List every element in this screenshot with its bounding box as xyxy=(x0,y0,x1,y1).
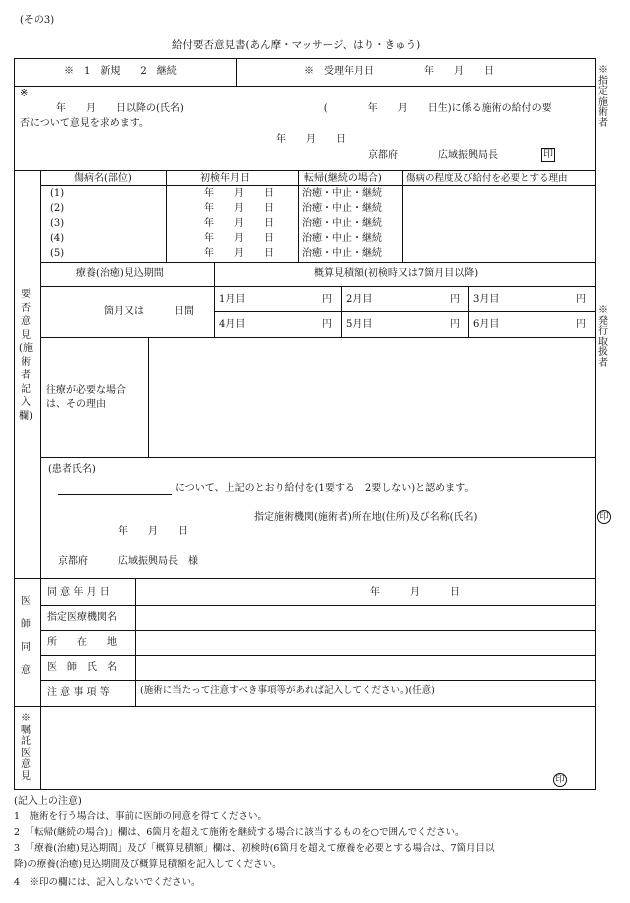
practitioner-seal: 印 xyxy=(597,510,611,524)
month-4-unit: 円 xyxy=(322,319,332,330)
facility-label: 指定施術機関(施術者)所在地(住所)及び名称(氏名) xyxy=(254,512,478,523)
month-1-unit: 円 xyxy=(322,294,332,305)
doctor-section-label: 医師同意 xyxy=(21,596,31,676)
period-header: 療養(治癒)見込期間 xyxy=(76,268,164,279)
approval-statement: について、上記のとおり給付を(1要する 2要しない)と認めます。 xyxy=(175,483,475,494)
notes-value: (施術に当たって注意すべき事項等があれば記入してください。)(任意) xyxy=(140,685,435,696)
request-line-1: 年 月 日以降の(氏名) ( 年 月 日生)に係る施術の給付の要 xyxy=(56,103,552,114)
request-mark: ※ xyxy=(20,88,29,99)
page-title: 給付要否意見書(あん摩・マッサージ、はり・きゅう) xyxy=(172,39,421,51)
row-first-visit-date: 年 月 日 xyxy=(204,218,274,229)
month-5-unit: 円 xyxy=(450,319,460,330)
addressee: 京都府 広域振興局長 様 xyxy=(58,556,198,567)
reason-header: 傷病の程度及び給付を必要とする理由 xyxy=(406,173,568,184)
row-first-visit-date: 年 月 日 xyxy=(204,203,274,214)
first-visit-header: 初検年月日 xyxy=(200,173,250,184)
patient-name-line[interactable] xyxy=(58,494,172,495)
consent-date-label: 同 意 年 月 日 xyxy=(47,587,110,598)
row-number: (4) xyxy=(50,233,65,244)
month-2-unit: 円 xyxy=(450,294,460,305)
commission-seal: 印 xyxy=(553,773,567,787)
patient-name-label: (患者氏名) xyxy=(48,464,96,475)
request-seal: 印 xyxy=(543,149,553,160)
approval-date: 年 月 日 xyxy=(118,526,188,537)
note-item: 4 ※印の欄には、記入しないでください。 xyxy=(14,877,201,888)
home-visit-label: 往療が必要な場合は、その理由 xyxy=(46,385,126,410)
institution-label: 指定医療機関名 xyxy=(47,612,117,623)
row-first-visit-date: 年 月 日 xyxy=(204,233,274,244)
address-label: 所 在 地 xyxy=(47,637,117,648)
row-outcome-options[interactable]: 治癒・中止・継続 xyxy=(302,233,382,244)
month-3-unit: 円 xyxy=(576,294,586,305)
row-outcome-options[interactable]: 治癒・中止・継続 xyxy=(302,248,382,259)
row-number: (2) xyxy=(50,203,65,214)
amount-header: 概算見積額(初検時又は7箇月目以降) xyxy=(314,268,479,279)
request-date: 年 月 日 xyxy=(276,134,346,145)
outcome-header: 転帰(継続の場合) xyxy=(304,173,382,184)
row-outcome-options[interactable]: 治癒・中止・継続 xyxy=(302,218,382,229)
note-item: 3 「療養(治癒)見込期間」及び「概算見積額」欄は、初検時(6箇月を超えて療養を必要とする場合は、7箇月目以 xyxy=(14,843,495,854)
form-number: (その3) xyxy=(20,15,55,26)
month-3-label: 3月目 xyxy=(473,294,500,305)
request-line-2: 否について意見を求めます。 xyxy=(20,118,149,129)
month-6-unit: 円 xyxy=(576,319,586,330)
month-1-label: 1月目 xyxy=(219,294,246,305)
doctor-name-label: 医 師 氏 名 xyxy=(47,662,117,673)
month-2-label: 2月目 xyxy=(346,294,373,305)
note-item: 1 施術を行う場合は、事前に医師の同意を得てください。 xyxy=(14,811,268,822)
row-first-visit-date: 年 月 日 xyxy=(204,188,274,199)
row-outcome-options[interactable]: 治癒・中止・継続 xyxy=(302,188,382,199)
month-6-label: 6月目 xyxy=(473,319,500,330)
row-number: (1) xyxy=(50,188,65,199)
row-number: (5) xyxy=(50,248,65,259)
opinion-section-label: 要否意見(施術者記入欄) xyxy=(19,289,33,422)
notes-title: (記入上の注意) xyxy=(14,796,82,807)
month-5-label: 5月目 xyxy=(346,319,373,330)
note-item: 2 「転帰(継続の場合)」欄は、6箇月を超えて施術を継続する場合に該当するものを○で囲んでください。 xyxy=(14,827,465,838)
consent-date-value[interactable]: 年 月 日 xyxy=(370,587,460,598)
row-outcome-options[interactable]: 治癒・中止・継続 xyxy=(302,203,382,214)
new-continue-field[interactable]: ※ 1 新規 2 継続 xyxy=(64,66,177,77)
issuer-label: ※発行取扱者 xyxy=(598,305,608,369)
designated-practitioner-label: ※指定施術者 xyxy=(598,65,608,129)
month-4-label: 4月目 xyxy=(219,319,246,330)
commission-section-label: ※嘱託医意見 xyxy=(21,713,31,782)
request-office: 京都府 広域振興局長 xyxy=(368,150,498,161)
note-item: 降)の療養(治癒)見込期間及び概算見積額を記入してください。 xyxy=(14,859,282,870)
notes-label: 注 意 事 項 等 xyxy=(47,687,110,698)
disease-header: 傷病名(部位) xyxy=(74,173,132,184)
receipt-date-field: ※ 受理年月日 年 月 日 xyxy=(304,66,494,77)
period-value[interactable]: 箇月又は 日間 xyxy=(104,306,194,317)
row-number: (3) xyxy=(50,218,65,229)
row-first-visit-date: 年 月 日 xyxy=(204,248,274,259)
